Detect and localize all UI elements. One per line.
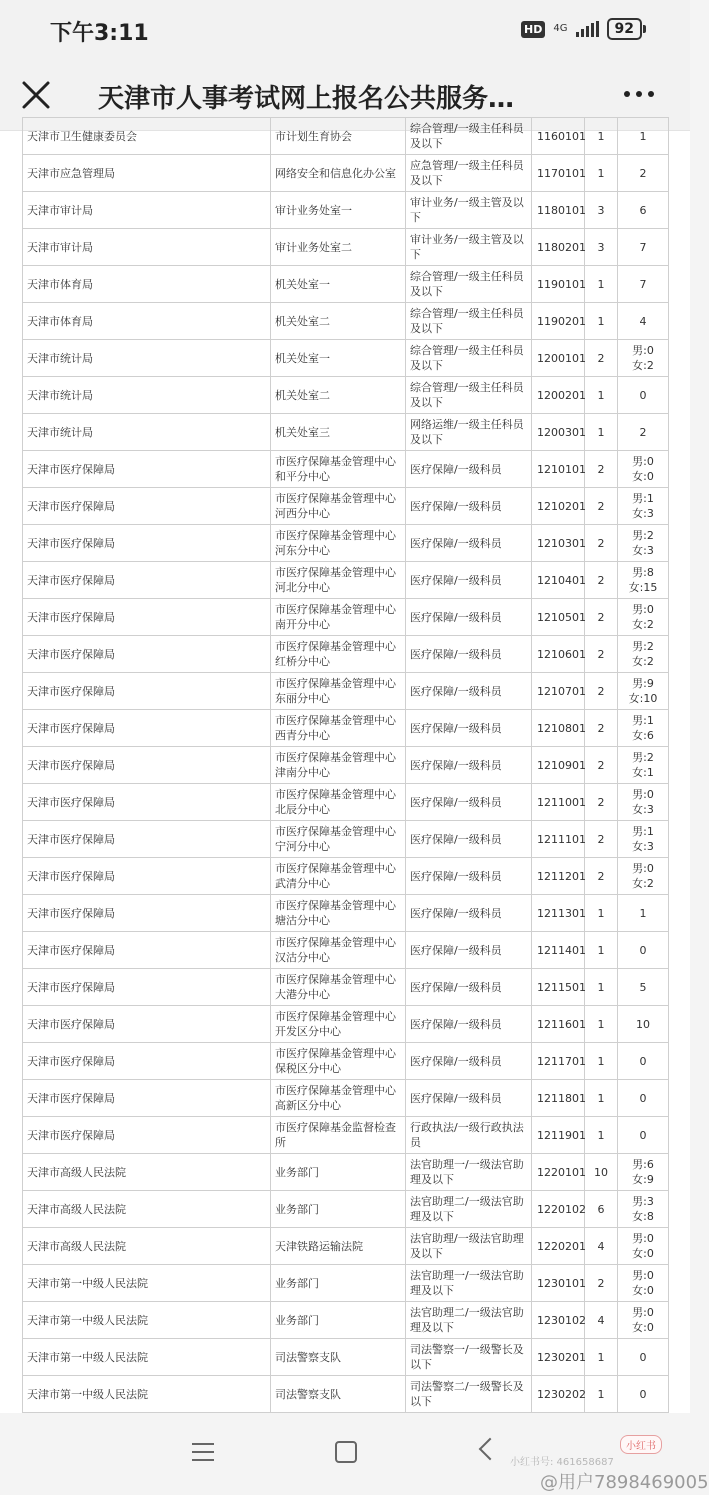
table-cell: 审计业务处室二 bbox=[271, 229, 406, 266]
table-cell: 医疗保障/一级科员 bbox=[406, 488, 532, 525]
table-cell: 1210501 bbox=[532, 599, 585, 636]
table-cell: 0 bbox=[618, 932, 669, 969]
table-cell: 应急管理/一级主任科员及以下 bbox=[406, 155, 532, 192]
table-row bbox=[23, 1117, 669, 1154]
table-cell: 天津市医疗保障局 bbox=[23, 1117, 271, 1154]
back-icon[interactable] bbox=[479, 1438, 502, 1461]
positions-table bbox=[22, 117, 669, 1450]
table-cell: 天津市第一中级人民法院 bbox=[23, 1376, 271, 1413]
table-row bbox=[23, 969, 669, 1006]
table-cell: 0 bbox=[618, 1339, 669, 1376]
table-cell: 男:0 女:2 bbox=[618, 858, 669, 895]
table-cell: 1210401 bbox=[532, 562, 585, 599]
table-cell: 天津市医疗保障局 bbox=[23, 821, 271, 858]
table-cell: 机关处室三 bbox=[271, 414, 406, 451]
table-row bbox=[23, 1302, 669, 1339]
table-row bbox=[23, 599, 669, 636]
more-options-icon[interactable] bbox=[624, 82, 664, 106]
table-cell: 医疗保障/一级科员 bbox=[406, 673, 532, 710]
table-cell: 1180101 bbox=[532, 192, 585, 229]
table-cell: 0 bbox=[618, 1376, 669, 1413]
table-cell: 2 bbox=[585, 747, 618, 784]
table-cell: 医疗保障/一级科员 bbox=[406, 636, 532, 673]
table-cell: 天津市第一中级人民法院 bbox=[23, 1339, 271, 1376]
table-cell: 2 bbox=[585, 1265, 618, 1302]
table-cell: 3 bbox=[585, 192, 618, 229]
table-cell: 天津市医疗保障局 bbox=[23, 1043, 271, 1080]
table-cell: 2 bbox=[585, 784, 618, 821]
table-cell: 1211401 bbox=[532, 932, 585, 969]
table-cell: 1190201 bbox=[532, 303, 585, 340]
table-cell: 业务部门 bbox=[271, 1302, 406, 1339]
table-cell: 1210901 bbox=[532, 747, 585, 784]
table-cell: 男:2 女:2 bbox=[618, 636, 669, 673]
table-cell: 市医疗保障基金管理中心河西分中心 bbox=[271, 488, 406, 525]
table-cell: 医疗保障/一级科员 bbox=[406, 821, 532, 858]
table-row bbox=[23, 525, 669, 562]
table-cell: 医疗保障/一级科员 bbox=[406, 451, 532, 488]
table-cell: 1 bbox=[585, 1080, 618, 1117]
table-cell: 1 bbox=[585, 414, 618, 451]
table-cell: 医疗保障/一级科员 bbox=[406, 784, 532, 821]
table-cell: 市医疗保障基金管理中心塘沽分中心 bbox=[271, 895, 406, 932]
table-cell: 天津市医疗保障局 bbox=[23, 488, 271, 525]
table-cell: 医疗保障/一级科员 bbox=[406, 932, 532, 969]
table-cell: 10 bbox=[618, 1006, 669, 1043]
table-row bbox=[23, 488, 669, 525]
table-row bbox=[23, 821, 669, 858]
table-cell: 1200201 bbox=[532, 377, 585, 414]
table-cell: 综合管理/一级主任科员及以下 bbox=[406, 377, 532, 414]
table-cell: 市医疗保障基金管理中心宁河分中心 bbox=[271, 821, 406, 858]
system-nav-bar bbox=[0, 1413, 709, 1495]
table-cell: 男:0 女:2 bbox=[618, 340, 669, 377]
table-cell: 1230202 bbox=[532, 1376, 585, 1413]
table-cell: 市医疗保障基金管理中心汉沽分中心 bbox=[271, 932, 406, 969]
table-cell: 天津市统计局 bbox=[23, 377, 271, 414]
table-cell: 天津市医疗保障局 bbox=[23, 451, 271, 488]
table-cell: 司法警察二/一级警长及以下 bbox=[406, 1376, 532, 1413]
watermark-user: @用户7898469005 bbox=[540, 1472, 709, 1493]
table-cell: 7 bbox=[618, 266, 669, 303]
table-cell: 4 bbox=[618, 303, 669, 340]
table-cell: 天津市医疗保障局 bbox=[23, 636, 271, 673]
table-row bbox=[23, 784, 669, 821]
table-cell: 男:0 女:0 bbox=[618, 1228, 669, 1265]
table-cell: 法官助理二/一级法官助理及以下 bbox=[406, 1191, 532, 1228]
table-cell: 1 bbox=[618, 118, 669, 155]
table-cell: 天津市医疗保障局 bbox=[23, 562, 271, 599]
web-content[interactable] bbox=[0, 122, 690, 1413]
table-cell: 天津市统计局 bbox=[23, 340, 271, 377]
table-row bbox=[23, 229, 669, 266]
table-cell: 1220101 bbox=[532, 1154, 585, 1191]
table-cell: 天津市医疗保障局 bbox=[23, 599, 271, 636]
table-row bbox=[23, 858, 669, 895]
table-cell: 天津市医疗保障局 bbox=[23, 525, 271, 562]
table-cell: 天津市体育局 bbox=[23, 303, 271, 340]
table-cell: 2 bbox=[585, 599, 618, 636]
table-cell: 1210701 bbox=[532, 673, 585, 710]
table-cell: 4 bbox=[585, 1302, 618, 1339]
table-cell: 1 bbox=[585, 303, 618, 340]
battery-icon: 92 bbox=[607, 18, 642, 40]
table-cell: 市医疗保障基金管理中心红桥分中心 bbox=[271, 636, 406, 673]
table-cell: 1211801 bbox=[532, 1080, 585, 1117]
table-row bbox=[23, 1228, 669, 1265]
table-cell: 司法警察一/一级警长及以下 bbox=[406, 1339, 532, 1376]
table-cell: 网络安全和信息化办公室 bbox=[271, 155, 406, 192]
table-cell: 市医疗保障基金管理中心武清分中心 bbox=[271, 858, 406, 895]
table-cell: 天津市医疗保障局 bbox=[23, 858, 271, 895]
table-cell: 1210101 bbox=[532, 451, 585, 488]
table-cell: 法官助理一/一级法官助理及以下 bbox=[406, 1154, 532, 1191]
table-cell: 天津市第一中级人民法院 bbox=[23, 1302, 271, 1339]
page-title: 天津市人事考试网上报名公共服务… bbox=[98, 84, 515, 114]
table-cell: 6 bbox=[618, 192, 669, 229]
table-cell: 男:0 女:3 bbox=[618, 784, 669, 821]
table-cell: 市医疗保障基金管理中心大港分中心 bbox=[271, 969, 406, 1006]
table-cell: 0 bbox=[618, 1080, 669, 1117]
table-cell: 2 bbox=[585, 488, 618, 525]
table-cell: 1 bbox=[585, 1043, 618, 1080]
table-cell: 市医疗保障基金管理中心南开分中心 bbox=[271, 599, 406, 636]
table-row bbox=[23, 1265, 669, 1302]
table-cell: 综合管理/一级主任科员及以下 bbox=[406, 303, 532, 340]
table-cell: 天津市高级人民法院 bbox=[23, 1228, 271, 1265]
table-cell: 1230101 bbox=[532, 1265, 585, 1302]
table-cell: 1211501 bbox=[532, 969, 585, 1006]
table-cell: 1211201 bbox=[532, 858, 585, 895]
table-row bbox=[23, 1339, 669, 1376]
table-cell: 男:8 女:15 bbox=[618, 562, 669, 599]
table-cell: 机关处室二 bbox=[271, 377, 406, 414]
table-cell: 医疗保障/一级科员 bbox=[406, 969, 532, 1006]
table-cell: 审计业务处室一 bbox=[271, 192, 406, 229]
table-row bbox=[23, 414, 669, 451]
table-row bbox=[23, 118, 669, 155]
table-cell: 市医疗保障基金管理中心开发区分中心 bbox=[271, 1006, 406, 1043]
table-cell: 2 bbox=[585, 636, 618, 673]
table-cell: 天津市审计局 bbox=[23, 192, 271, 229]
table-row bbox=[23, 747, 669, 784]
table-cell: 网络运维/一级主任科员及以下 bbox=[406, 414, 532, 451]
table-cell: 市医疗保障基金管理中心保税区分中心 bbox=[271, 1043, 406, 1080]
table-cell: 1190101 bbox=[532, 266, 585, 303]
table-cell: 0 bbox=[618, 1043, 669, 1080]
table-row bbox=[23, 1006, 669, 1043]
table-cell: 天津市医疗保障局 bbox=[23, 673, 271, 710]
table-cell: 2 bbox=[585, 451, 618, 488]
table-row bbox=[23, 340, 669, 377]
table-cell: 法官助理一/一级法官助理及以下 bbox=[406, 1265, 532, 1302]
table-row bbox=[23, 562, 669, 599]
table-cell: 市计划生育协会 bbox=[271, 118, 406, 155]
table-cell: 6 bbox=[585, 1191, 618, 1228]
table-cell: 1210601 bbox=[532, 636, 585, 673]
table-row bbox=[23, 895, 669, 932]
table-row bbox=[23, 710, 669, 747]
table-cell: 1211701 bbox=[532, 1043, 585, 1080]
table-row bbox=[23, 1154, 669, 1191]
table-cell: 医疗保障/一级科员 bbox=[406, 599, 532, 636]
table-cell: 天津市应急管理局 bbox=[23, 155, 271, 192]
table-cell: 天津市审计局 bbox=[23, 229, 271, 266]
table-cell: 2 bbox=[618, 155, 669, 192]
home-icon[interactable] bbox=[335, 1441, 357, 1463]
table-cell: 1180201 bbox=[532, 229, 585, 266]
table-cell: 1211301 bbox=[532, 895, 585, 932]
table-cell: 1 bbox=[618, 895, 669, 932]
table-cell: 1 bbox=[585, 266, 618, 303]
table-cell: 市医疗保障基金管理中心津南分中心 bbox=[271, 747, 406, 784]
table-cell: 1220102 bbox=[532, 1191, 585, 1228]
table-row bbox=[23, 155, 669, 192]
table-cell: 天津市第一中级人民法院 bbox=[23, 1265, 271, 1302]
table-cell: 天津市统计局 bbox=[23, 414, 271, 451]
table-cell: 机关处室一 bbox=[271, 340, 406, 377]
table-cell: 1 bbox=[585, 1339, 618, 1376]
signal-icon bbox=[576, 21, 599, 37]
status-icons bbox=[521, 18, 642, 40]
table-cell: 男:0 女:2 bbox=[618, 599, 669, 636]
table-cell: 1 bbox=[585, 969, 618, 1006]
table-cell: 2 bbox=[618, 414, 669, 451]
table-cell: 1 bbox=[585, 155, 618, 192]
table-cell: 男:3 女:8 bbox=[618, 1191, 669, 1228]
table-cell: 5 bbox=[618, 969, 669, 1006]
table-cell: 市医疗保障基金管理中心河北分中心 bbox=[271, 562, 406, 599]
table-cell: 男:0 女:0 bbox=[618, 1302, 669, 1339]
table-cell: 市医疗保障基金管理中心北辰分中心 bbox=[271, 784, 406, 821]
table-cell: 医疗保障/一级科员 bbox=[406, 747, 532, 784]
table-cell: 天津市医疗保障局 bbox=[23, 747, 271, 784]
table-row bbox=[23, 1191, 669, 1228]
table-cell: 1 bbox=[585, 895, 618, 932]
table-cell: 天津市医疗保障局 bbox=[23, 784, 271, 821]
table-cell: 1 bbox=[585, 1006, 618, 1043]
table-cell: 1210301 bbox=[532, 525, 585, 562]
table-cell: 医疗保障/一级科员 bbox=[406, 710, 532, 747]
table-cell: 天津市医疗保障局 bbox=[23, 1006, 271, 1043]
table-cell: 综合管理/一级主任科员及以下 bbox=[406, 118, 532, 155]
table-cell: 天津市体育局 bbox=[23, 266, 271, 303]
table-cell: 业务部门 bbox=[271, 1265, 406, 1302]
table-cell: 天津市医疗保障局 bbox=[23, 895, 271, 932]
status-bar bbox=[0, 0, 690, 60]
table-cell: 1211601 bbox=[532, 1006, 585, 1043]
table-cell: 1200101 bbox=[532, 340, 585, 377]
status-time: 下午3:11 bbox=[50, 21, 149, 46]
table-cell: 2 bbox=[585, 858, 618, 895]
table-row bbox=[23, 1376, 669, 1413]
table-cell: 天津市医疗保障局 bbox=[23, 1080, 271, 1117]
table-cell: 10 bbox=[585, 1154, 618, 1191]
table-cell: 2 bbox=[585, 340, 618, 377]
table-cell: 男:1 女:6 bbox=[618, 710, 669, 747]
table-cell: 男:2 女:1 bbox=[618, 747, 669, 784]
table-row bbox=[23, 451, 669, 488]
table-cell: 1 bbox=[585, 118, 618, 155]
table-cell: 1210201 bbox=[532, 488, 585, 525]
table-cell: 0 bbox=[618, 1117, 669, 1154]
table-cell: 业务部门 bbox=[271, 1154, 406, 1191]
table-cell: 医疗保障/一级科员 bbox=[406, 1006, 532, 1043]
table-cell: 审计业务/一级主管及以下 bbox=[406, 192, 532, 229]
table-cell: 3 bbox=[585, 229, 618, 266]
table-cell: 1170101 bbox=[532, 155, 585, 192]
table-cell: 男:9 女:10 bbox=[618, 673, 669, 710]
table-cell: 行政执法/一级行政执法员 bbox=[406, 1117, 532, 1154]
close-icon[interactable] bbox=[18, 77, 54, 113]
table-cell: 1211101 bbox=[532, 821, 585, 858]
hd-icon: HD bbox=[521, 21, 545, 38]
table-cell: 2 bbox=[585, 525, 618, 562]
table-cell: 医疗保障/一级科员 bbox=[406, 895, 532, 932]
table-cell: 天津铁路运输法院 bbox=[271, 1228, 406, 1265]
table-cell: 机关处室一 bbox=[271, 266, 406, 303]
table-cell: 法官助理二/一级法官助理及以下 bbox=[406, 1302, 532, 1339]
table-cell: 市医疗保障基金监督检查所 bbox=[271, 1117, 406, 1154]
table-cell: 1160101 bbox=[532, 118, 585, 155]
table-cell: 市医疗保障基金管理中心河东分中心 bbox=[271, 525, 406, 562]
table-row bbox=[23, 636, 669, 673]
table-cell: 天津市医疗保障局 bbox=[23, 932, 271, 969]
table-cell: 1230102 bbox=[532, 1302, 585, 1339]
table-cell: 2 bbox=[585, 562, 618, 599]
table-cell: 市医疗保障基金管理中心和平分中心 bbox=[271, 451, 406, 488]
table-cell: 1210801 bbox=[532, 710, 585, 747]
table-cell: 医疗保障/一级科员 bbox=[406, 858, 532, 895]
table-row bbox=[23, 673, 669, 710]
network-type-label: 4G bbox=[553, 23, 568, 34]
table-cell: 市医疗保障基金管理中心高新区分中心 bbox=[271, 1080, 406, 1117]
menu-icon[interactable] bbox=[192, 1443, 214, 1463]
table-cell: 审计业务/一级主管及以下 bbox=[406, 229, 532, 266]
table-cell: 1 bbox=[585, 932, 618, 969]
table-row bbox=[23, 1043, 669, 1080]
watermark-text: 小红书号: 461658687 bbox=[510, 1457, 614, 1468]
table-cell: 1211001 bbox=[532, 784, 585, 821]
table-cell: 法官助理/一级法官助理及以下 bbox=[406, 1228, 532, 1265]
table-cell: 天津市医疗保障局 bbox=[23, 969, 271, 1006]
table-row bbox=[23, 192, 669, 229]
table-cell: 综合管理/一级主任科员及以下 bbox=[406, 340, 532, 377]
table-cell: 天津市卫生健康委员会 bbox=[23, 118, 271, 155]
table-cell: 1200301 bbox=[532, 414, 585, 451]
table-cell: 2 bbox=[585, 673, 618, 710]
table-cell: 男:0 女:0 bbox=[618, 451, 669, 488]
table-cell: 1211901 bbox=[532, 1117, 585, 1154]
table-row bbox=[23, 377, 669, 414]
table-cell: 司法警察支队 bbox=[271, 1339, 406, 1376]
table-cell: 天津市医疗保障局 bbox=[23, 710, 271, 747]
table-row bbox=[23, 303, 669, 340]
table-cell: 1220201 bbox=[532, 1228, 585, 1265]
table-cell: 1 bbox=[585, 1117, 618, 1154]
table-cell: 0 bbox=[618, 377, 669, 414]
table-cell: 男:6 女:9 bbox=[618, 1154, 669, 1191]
table-cell: 4 bbox=[585, 1228, 618, 1265]
table-row bbox=[23, 932, 669, 969]
table-cell: 1 bbox=[585, 1376, 618, 1413]
table-cell: 2 bbox=[585, 821, 618, 858]
table-cell: 市医疗保障基金管理中心东丽分中心 bbox=[271, 673, 406, 710]
table-cell: 综合管理/一级主任科员及以下 bbox=[406, 266, 532, 303]
table-cell: 医疗保障/一级科员 bbox=[406, 562, 532, 599]
table-cell: 医疗保障/一级科员 bbox=[406, 525, 532, 562]
watermark-badge: 小红书 bbox=[620, 1435, 662, 1454]
table-cell: 天津市高级人民法院 bbox=[23, 1191, 271, 1228]
table-cell: 男:1 女:3 bbox=[618, 821, 669, 858]
table-cell: 1 bbox=[585, 377, 618, 414]
table-cell: 男:1 女:3 bbox=[618, 488, 669, 525]
table-cell: 业务部门 bbox=[271, 1191, 406, 1228]
table-cell: 男:2 女:3 bbox=[618, 525, 669, 562]
table-cell: 机关处室二 bbox=[271, 303, 406, 340]
table-row bbox=[23, 1080, 669, 1117]
table-cell: 1230201 bbox=[532, 1339, 585, 1376]
table-row bbox=[23, 266, 669, 303]
table-cell: 2 bbox=[585, 710, 618, 747]
table-cell: 天津市高级人民法院 bbox=[23, 1154, 271, 1191]
table-cell: 司法警察支队 bbox=[271, 1376, 406, 1413]
table-cell: 医疗保障/一级科员 bbox=[406, 1043, 532, 1080]
table-cell: 7 bbox=[618, 229, 669, 266]
table-cell: 医疗保障/一级科员 bbox=[406, 1080, 532, 1117]
table-cell: 市医疗保障基金管理中心西青分中心 bbox=[271, 710, 406, 747]
table-cell: 男:0 女:0 bbox=[618, 1265, 669, 1302]
